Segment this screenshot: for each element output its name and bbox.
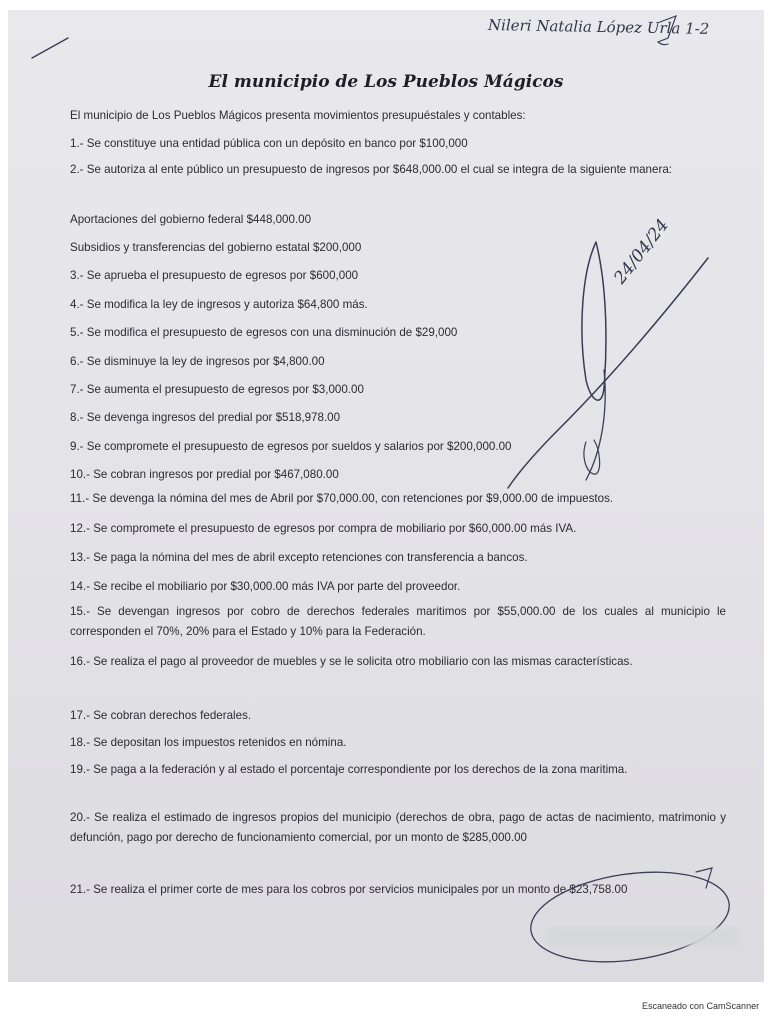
list-item: 6.- Se disminuye la ley de ingresos por $4,800.00 <box>70 355 325 368</box>
list-item: 4.- Se modifica la ley de ingresos y autoriza $64,800 más. <box>70 298 368 311</box>
list-item: 13.- Se paga la nómina del mes de abril excepto retenciones con transferencia a bancos. <box>70 551 528 564</box>
list-item: 2.- Se autoriza al ente público un presupuesto de ingresos por $648,000.00 el cual se integra de la siguiente manera: <box>70 163 672 176</box>
list-item: 5.- Se modifica el presupuesto de egresos con una disminución de $29,000 <box>70 326 458 339</box>
handwritten-date: 24/04/24 <box>610 215 674 288</box>
list-item: 3.- Se aprueba el presupuesto de egresos por $600,000 <box>70 269 359 282</box>
list-item: 17.- Se cobran derechos federales. <box>70 709 252 722</box>
signature-main-stroke <box>508 258 708 488</box>
list-item: 8.- Se devenga ingresos del predial por $518,978.00 <box>70 411 341 424</box>
list-item: 18.- Se depositan los impuestos retenidos en nómina. <box>70 736 347 749</box>
list-item: 20.- Se realiza el estimado de ingresos propios del municipio (derechos de obra, pago de actas de nacimiento, matrimonio y defunción, pago por derecho de funcionamiento comercial, por un monto de $285,000.00 <box>70 811 726 844</box>
list-item: 7.- Se aumenta el presupuesto de egresos por $3,000.00 <box>70 383 364 396</box>
list-item: 11.- Se devenga la nómina del mes de Abril por $70,000.00, con retenciones por $9,000.00 de impuestos. <box>70 492 614 505</box>
handwritten-marks <box>8 10 764 982</box>
list-item: Subsidios y transferencias del gobierno estatal $200,000 <box>70 241 362 254</box>
list-item: 9.- Se compromete el presupuesto de egresos por sueldos y salarios por $200,000.00 <box>70 440 512 453</box>
intro-paragraph: El municipio de Los Pueblos Mágicos presenta movimientos presupuéstales y contables: <box>70 109 526 122</box>
margin-check-stroke <box>32 38 68 58</box>
name-checkmark <box>658 16 676 45</box>
scanned-page <box>8 10 764 982</box>
list-item: 19.- Se paga a la federación y al estado el porcentaje correspondiente por los derechos de la zona maritima. <box>70 763 628 776</box>
list-item: 10.- Se cobran ingresos por predial por $467,080.00 <box>70 468 339 481</box>
signature-lower-stroke <box>586 370 605 480</box>
redacted-area <box>548 928 738 946</box>
signature-loop <box>582 242 606 400</box>
highlight-ellipse <box>525 861 735 974</box>
list-item: 14.- Se recibe el mobiliario por $30,000.00 más IVA por parte del proveedor. <box>70 580 461 593</box>
list-item: Aportaciones del gobierno federal $448,000.00 <box>70 213 312 226</box>
list-item: 16.- Se realiza el pago al proveedor de muebles y se le solicita otro mobiliario con las mismas características. <box>70 655 633 668</box>
document-title: El municipio de Los Pueblos Mágicos <box>208 72 564 92</box>
list-item: 21.- Se realiza el primer corte de mes para los cobros por servicios municipales por un monto de $23,758.00 <box>70 883 628 896</box>
list-item: 15.- Se devengan ingresos por cobro de derechos federales maritimos por $55,000.00 de los cuales al municipio le corresponden el 70%, 20% para el Estado y 10% para la Federación. <box>70 605 726 638</box>
list-item: 12.- Se compromete el presupuesto de egresos por compra de mobiliario por $60,000.00 más IVA. <box>70 522 577 535</box>
list-item: 1.- Se constituye una entidad pública con un depósito en banco por $100,000 <box>70 137 468 150</box>
scanner-watermark: Escaneado con CamScanner <box>642 1001 760 1011</box>
handwritten-student-name: Nileri Natalia López Urla 1-2 <box>487 16 710 38</box>
